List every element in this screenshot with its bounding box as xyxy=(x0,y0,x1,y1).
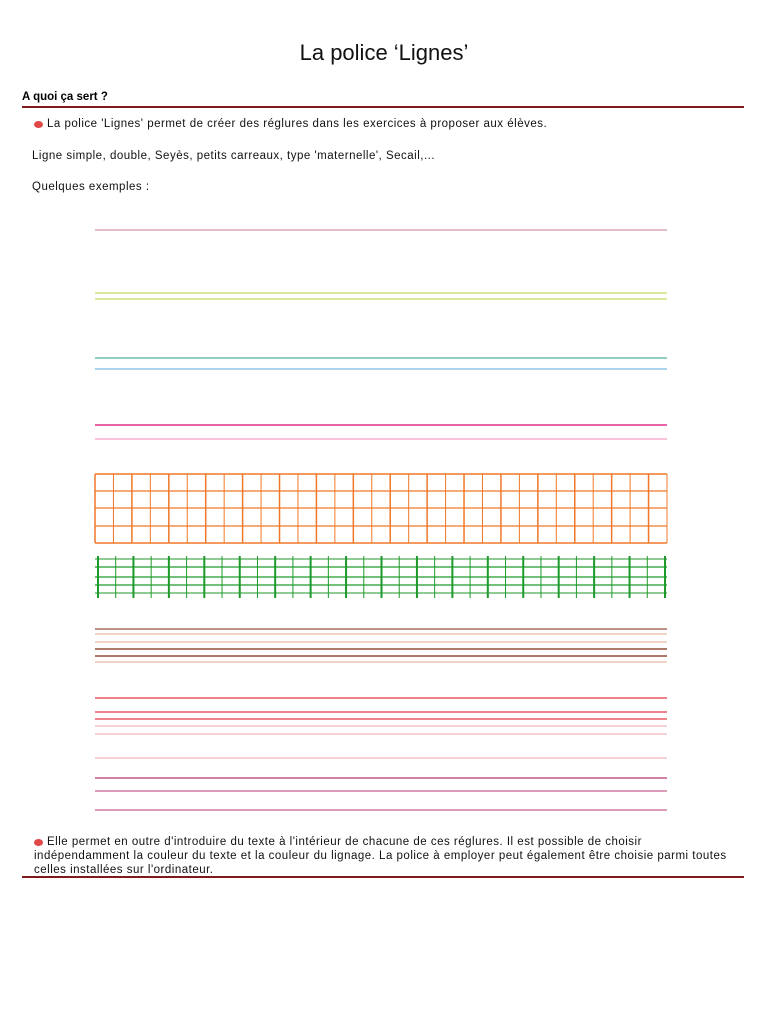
outro-text: Elle permet en outre d'introduire du texte à l'intérieur de chacune de ces réglures. Il est possible de choisir indépendamment la couleur du texte et la couleur du lignage. La police à employer peut également être choisie parmi toutes celles installées sur l'ordinateur. xyxy=(34,836,727,876)
page-title: La police ‘Lignes’ xyxy=(299,40,469,65)
bottom-divider xyxy=(22,876,744,878)
outro-paragraph xyxy=(34,835,734,877)
intro-paragraph xyxy=(34,117,547,131)
section-heading: A quoi ça sert ? xyxy=(22,91,108,103)
bullet-icon xyxy=(34,839,43,846)
examples-label: Quelques exemples : xyxy=(32,181,150,193)
bullet-icon xyxy=(34,121,43,128)
intro-text: La police 'Lignes' permet de créer des réglures dans les exercices à proposer aux élèves. xyxy=(47,118,548,130)
types-paragraph: Ligne simple, double, Seyès, petits carreaux, type 'maternelle', Secail,... xyxy=(32,150,436,162)
top-divider xyxy=(22,106,744,108)
ruling-examples xyxy=(94,210,669,820)
